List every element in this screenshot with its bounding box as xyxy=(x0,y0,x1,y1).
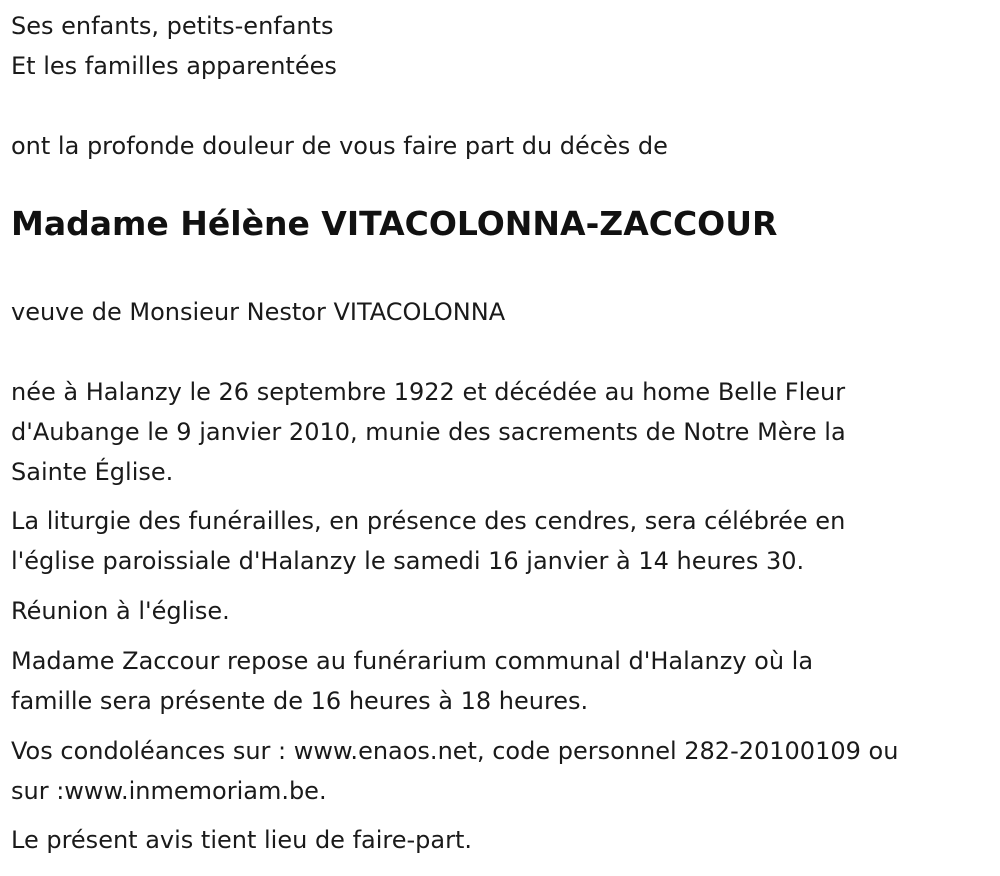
birth-death-line: d'Aubange le 9 janvier 2010, munie des sacrements de Notre Mère la xyxy=(11,418,846,446)
liturgy-line: La liturgie des funérailles, en présence des cendres, sera célébrée en xyxy=(11,507,846,535)
widow-of-text: veuve de Monsieur Nestor VITACOLONNA xyxy=(11,298,506,326)
deceased-name xyxy=(11,204,991,244)
condolences-line: sur :www.inmemoriam.be. xyxy=(11,777,327,805)
condolences-line: Vos condoléances sur : www.enaos.net, code personnel 282-20100109 ou xyxy=(11,737,899,765)
family-announcers xyxy=(11,6,991,86)
repose-paragraph xyxy=(11,641,991,721)
repose-line: famille sera présente de 16 heures à 18 heures. xyxy=(11,687,589,715)
closing-paragraph xyxy=(11,820,991,860)
obituary-notice xyxy=(11,0,991,860)
intro-text: ont la profonde douleur de vous faire part du décès de xyxy=(11,132,668,160)
repose-line: Madame Zaccour repose au funérarium communal d'Halanzy où la xyxy=(11,647,814,675)
condolences-paragraph xyxy=(11,731,991,811)
liturgy-line: l'église paroissiale d'Halanzy le samedi 16 janvier à 14 heures 30. xyxy=(11,547,805,575)
liturgy-paragraph xyxy=(11,501,991,581)
widow-of xyxy=(11,292,991,332)
announcement-intro xyxy=(11,126,991,166)
family-line: Et les familles apparentées xyxy=(11,52,337,80)
family-line: Ses enfants, petits-enfants xyxy=(11,12,334,40)
meeting-paragraph xyxy=(11,591,991,631)
closing-text: Le présent avis tient lieu de faire-part. xyxy=(11,826,473,854)
birth-death-line: née à Halanzy le 26 septembre 1922 et décédée au home Belle Fleur xyxy=(11,378,846,406)
birth-death-paragraph xyxy=(11,372,991,492)
deceased-name-text: Madame Hélène VITACOLONNA-ZACCOUR xyxy=(11,204,778,243)
meeting-text: Réunion à l'église. xyxy=(11,597,230,625)
birth-death-line: Sainte Église. xyxy=(11,458,174,486)
